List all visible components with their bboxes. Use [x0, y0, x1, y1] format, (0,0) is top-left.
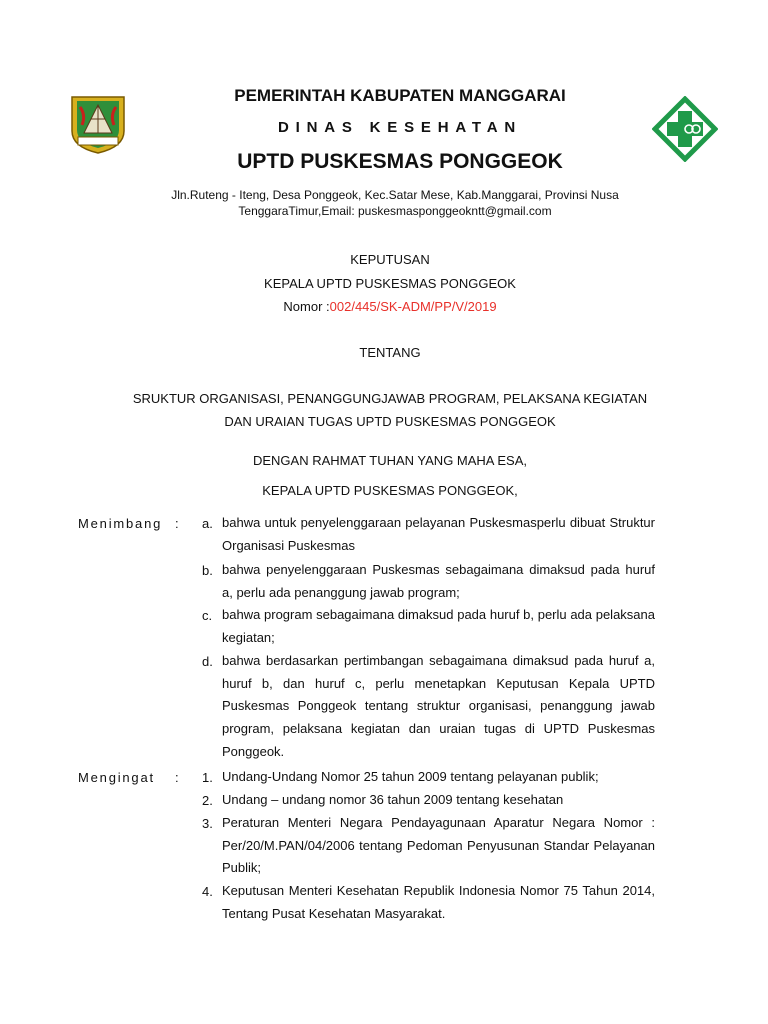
menimbang-item-d: bahwa berdasarkan pertimbangan sebagaimana dimaksud pada huruf a, huruf b, dan huruf c, perlu menetapkan Keputusan Kepala UPTD Puskesmas Ponggeok tentang struktur organisasi, penanggung jawab program, pelaksana kegiatan dan uraian tugas di UPTD Puskesmas Ponggeok.	[222, 653, 655, 759]
decree-number	[120, 299, 660, 314]
menimbang-marker-b: b.	[202, 563, 213, 578]
mengingat-item-4: Keputusan Menteri Kesehatan Republik Indonesia Nomor 75 Tahun 2014, Tentang Pusat Kesehatan Masyarakat.	[222, 883, 655, 921]
menimbang-item-b: bahwa penyelenggaraan Puskesmas sebagaimana dimaksud pada huruf a, perlu ada penanggung jawab program;	[222, 562, 655, 600]
mengingat-marker-2: 2.	[202, 793, 213, 808]
decree-subject-line-1: SRUKTUR ORGANISASI, PENANGGUNGJAWAB PROGRAM, PELAKSANA KEGIATAN	[132, 391, 648, 406]
mengingat-marker-4: 4.	[202, 884, 213, 899]
mengingat-item-2: Undang – undang nomor 36 tahun 2009 tentang kesehatan	[222, 792, 564, 807]
mengingat-item-3: Peraturan Menteri Negara Pendayagunaan Aparatur Negara Nomor : Per/20/M.PAN/04/2006 tentang Pedoman Penyusunan Standar Pelayanan Publik;	[222, 815, 655, 876]
decree-number-label: Nomor :	[283, 299, 330, 314]
menimbang-item-c: bahwa program sebagaimana dimaksud pada huruf b, perlu ada pelaksana kegiatan;	[222, 607, 655, 645]
decree-issuer: KEPALA UPTD PUSKESMAS PONGGEOK	[264, 276, 516, 291]
institution-name: UPTD PUSKESMAS PONGGEOK	[237, 150, 563, 173]
menimbang-label: Menimbang	[78, 516, 163, 531]
menimbang-marker-a: a.	[202, 516, 213, 531]
puskesmas-cross-icon	[652, 96, 718, 162]
mengingat-marker-3: 3.	[202, 816, 213, 831]
mengingat-colon: :	[175, 770, 179, 785]
decree-issuer-comma: KEPALA UPTD PUSKESMAS PONGGEOK,	[262, 483, 518, 498]
decree-subject-line-2: DAN URAIAN TUGAS UPTD PUSKESMAS PONGGEOK	[224, 414, 556, 429]
menimbang-item-a: bahwa untuk penyelenggaraan pelayanan Puskesmasperlu dibuat Struktur Organisasi Puskesmas	[222, 515, 655, 553]
mengingat-label: Mengingat	[78, 770, 155, 785]
decree-heading: KEPUTUSAN	[350, 252, 430, 267]
menimbang-marker-d: d.	[202, 654, 213, 669]
institution-address: Jln.Ruteng - Iteng, Desa Ponggeok, Kec.Satar Mese, Kab.Manggarai, Provinsi Nusa TenggaraTimur,Email: puskesmasponggeokntt@gmail.com	[171, 188, 619, 218]
decree-about: TENTANG	[359, 345, 421, 360]
department-name: DINAS KESEHATAN	[278, 119, 522, 136]
menimbang-marker-c: c.	[202, 608, 213, 623]
government-name: PEMERINTAH KABUPATEN MANGGARAI	[234, 86, 566, 105]
menimbang-colon: :	[175, 516, 179, 531]
decree-number-value: 002/445/SK-ADM/PP/V/2019	[329, 299, 497, 314]
regency-crest-icon	[66, 93, 130, 155]
decree-invocation: DENGAN RAHMAT TUHAN YANG MAHA ESA,	[252, 453, 527, 468]
mengingat-marker-1: 1.	[202, 770, 213, 785]
mengingat-item-1: Undang-Undang Nomor 25 tahun 2009 tentang pelayanan publik;	[222, 769, 599, 784]
